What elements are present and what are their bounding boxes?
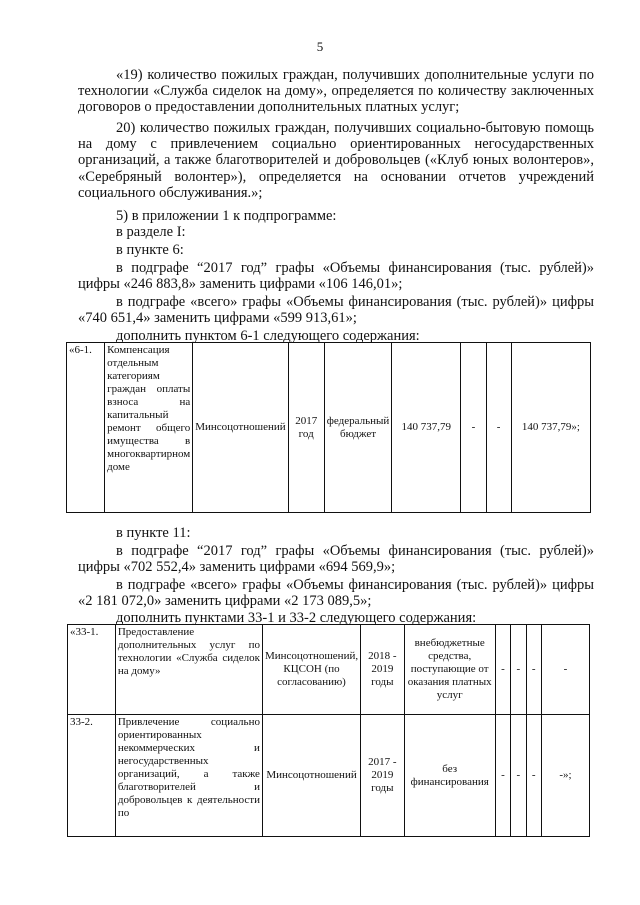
table-row: [67, 343, 591, 513]
paragraph-item-19: «19) количество пожилых граждан, получивших дополнительные услуги по технологии «Служба сиделок на дому», определяется по количеству заключенных договоров о предоставлении дополнительных платных услуг;: [78, 67, 594, 116]
amount-col-1: -: [461, 343, 486, 513]
instruction-total-point-11: в подграфе «всего» графы «Объемы финансирования (тыс. рублей)» цифры «2 181 072,0» заменить цифрами «2 173 089,5»;: [78, 577, 594, 610]
amount-col-4: -: [541, 625, 589, 715]
instruction-2017-point-6: в подграфе “2017 год” графы «Объемы финансирования (тыс. рублей)» цифры «246 883,8» заменить цифрами «106 146,01»;: [78, 260, 594, 293]
row-number: 33-2.: [68, 715, 116, 837]
row-number: «6-1.: [67, 343, 105, 513]
measure-name: Компенсация отдельным категориям граждан оплаты взноса на капитальный ремонт общего имущества в многоквартирном доме: [105, 343, 193, 513]
funding-source: без финансирования: [404, 715, 495, 837]
amount-col-3: -: [526, 625, 541, 715]
amount-col-1: -: [495, 625, 510, 715]
amount-col-1: -: [495, 715, 510, 837]
amount-col-4: -»;: [541, 715, 589, 837]
table-point-6-1: [66, 342, 591, 513]
funding-source: федеральный бюджет: [324, 343, 392, 513]
table-points-33: [67, 624, 590, 837]
instruction-section-1: в разделе I:: [116, 224, 186, 240]
amount-col-2: -: [511, 715, 526, 837]
period: 2017 - 2019 годы: [361, 715, 404, 837]
instruction-add-33: дополнить пунктами 33-1 и 33-2 следующего содержания:: [116, 610, 477, 626]
page-number: 5: [316, 39, 324, 54]
amount-col-2: -: [486, 343, 511, 513]
table-row: [68, 715, 590, 837]
amount-col-2: -: [511, 625, 526, 715]
period: 2018 - 2019 годы: [361, 625, 404, 715]
table-row: [68, 625, 590, 715]
instruction-point-6: в пункте 6:: [116, 242, 184, 258]
instruction-2017-point-11: в подграфе “2017 год” графы «Объемы финансирования (тыс. рублей)» цифры «702 552,4» заменить цифрами «694 569,9»;: [78, 543, 594, 576]
measure-name: Привлечение социально ориентированных некоммерческих и негосударственных организаций, а также благотворителей и добровольцев к деятельности по: [115, 715, 262, 837]
instruction-add-6-1: дополнить пунктом 6-1 следующего содержания:: [116, 328, 420, 344]
paragraph-item-20: 20) количество пожилых граждан, получивших социально-бытовую помощь на дому с привлечением социально ориентированных негосударственных организаций, а также благотворителей и добровольцев («Клуб юных волонтеров», «Серебряный волонтер»), определяется на основании отчетов учреждений социального обслуживания.»;: [78, 120, 594, 201]
instruction-point-11: в пункте 11:: [116, 525, 191, 541]
amount-col-3: -: [526, 715, 541, 837]
instruction-total-point-6: в подграфе «всего» графы «Объемы финансирования (тыс. рублей)» цифры «740 651,4» заменить цифрами «599 913,61»;: [78, 294, 594, 327]
row-number: «33-1.: [68, 625, 116, 715]
executor: Минсоцотношений: [262, 715, 360, 837]
executor: Минсоцотношений: [193, 343, 288, 513]
instruction-appendix-1: 5) в приложении 1 к подпрограмме:: [116, 208, 337, 224]
measure-name: Предоставление дополнительных услуг по технологии «Служба сиделок на дому»: [115, 625, 262, 715]
executor: Минсоцотношений, КЦСОН (по согласованию): [262, 625, 360, 715]
amount-total: 140 737,79: [392, 343, 461, 513]
amount-col-3: 140 737,79»;: [511, 343, 590, 513]
period: 2017 год: [288, 343, 324, 513]
funding-source: внебюджетные средства, поступающие от оказания платных услуг: [404, 625, 495, 715]
